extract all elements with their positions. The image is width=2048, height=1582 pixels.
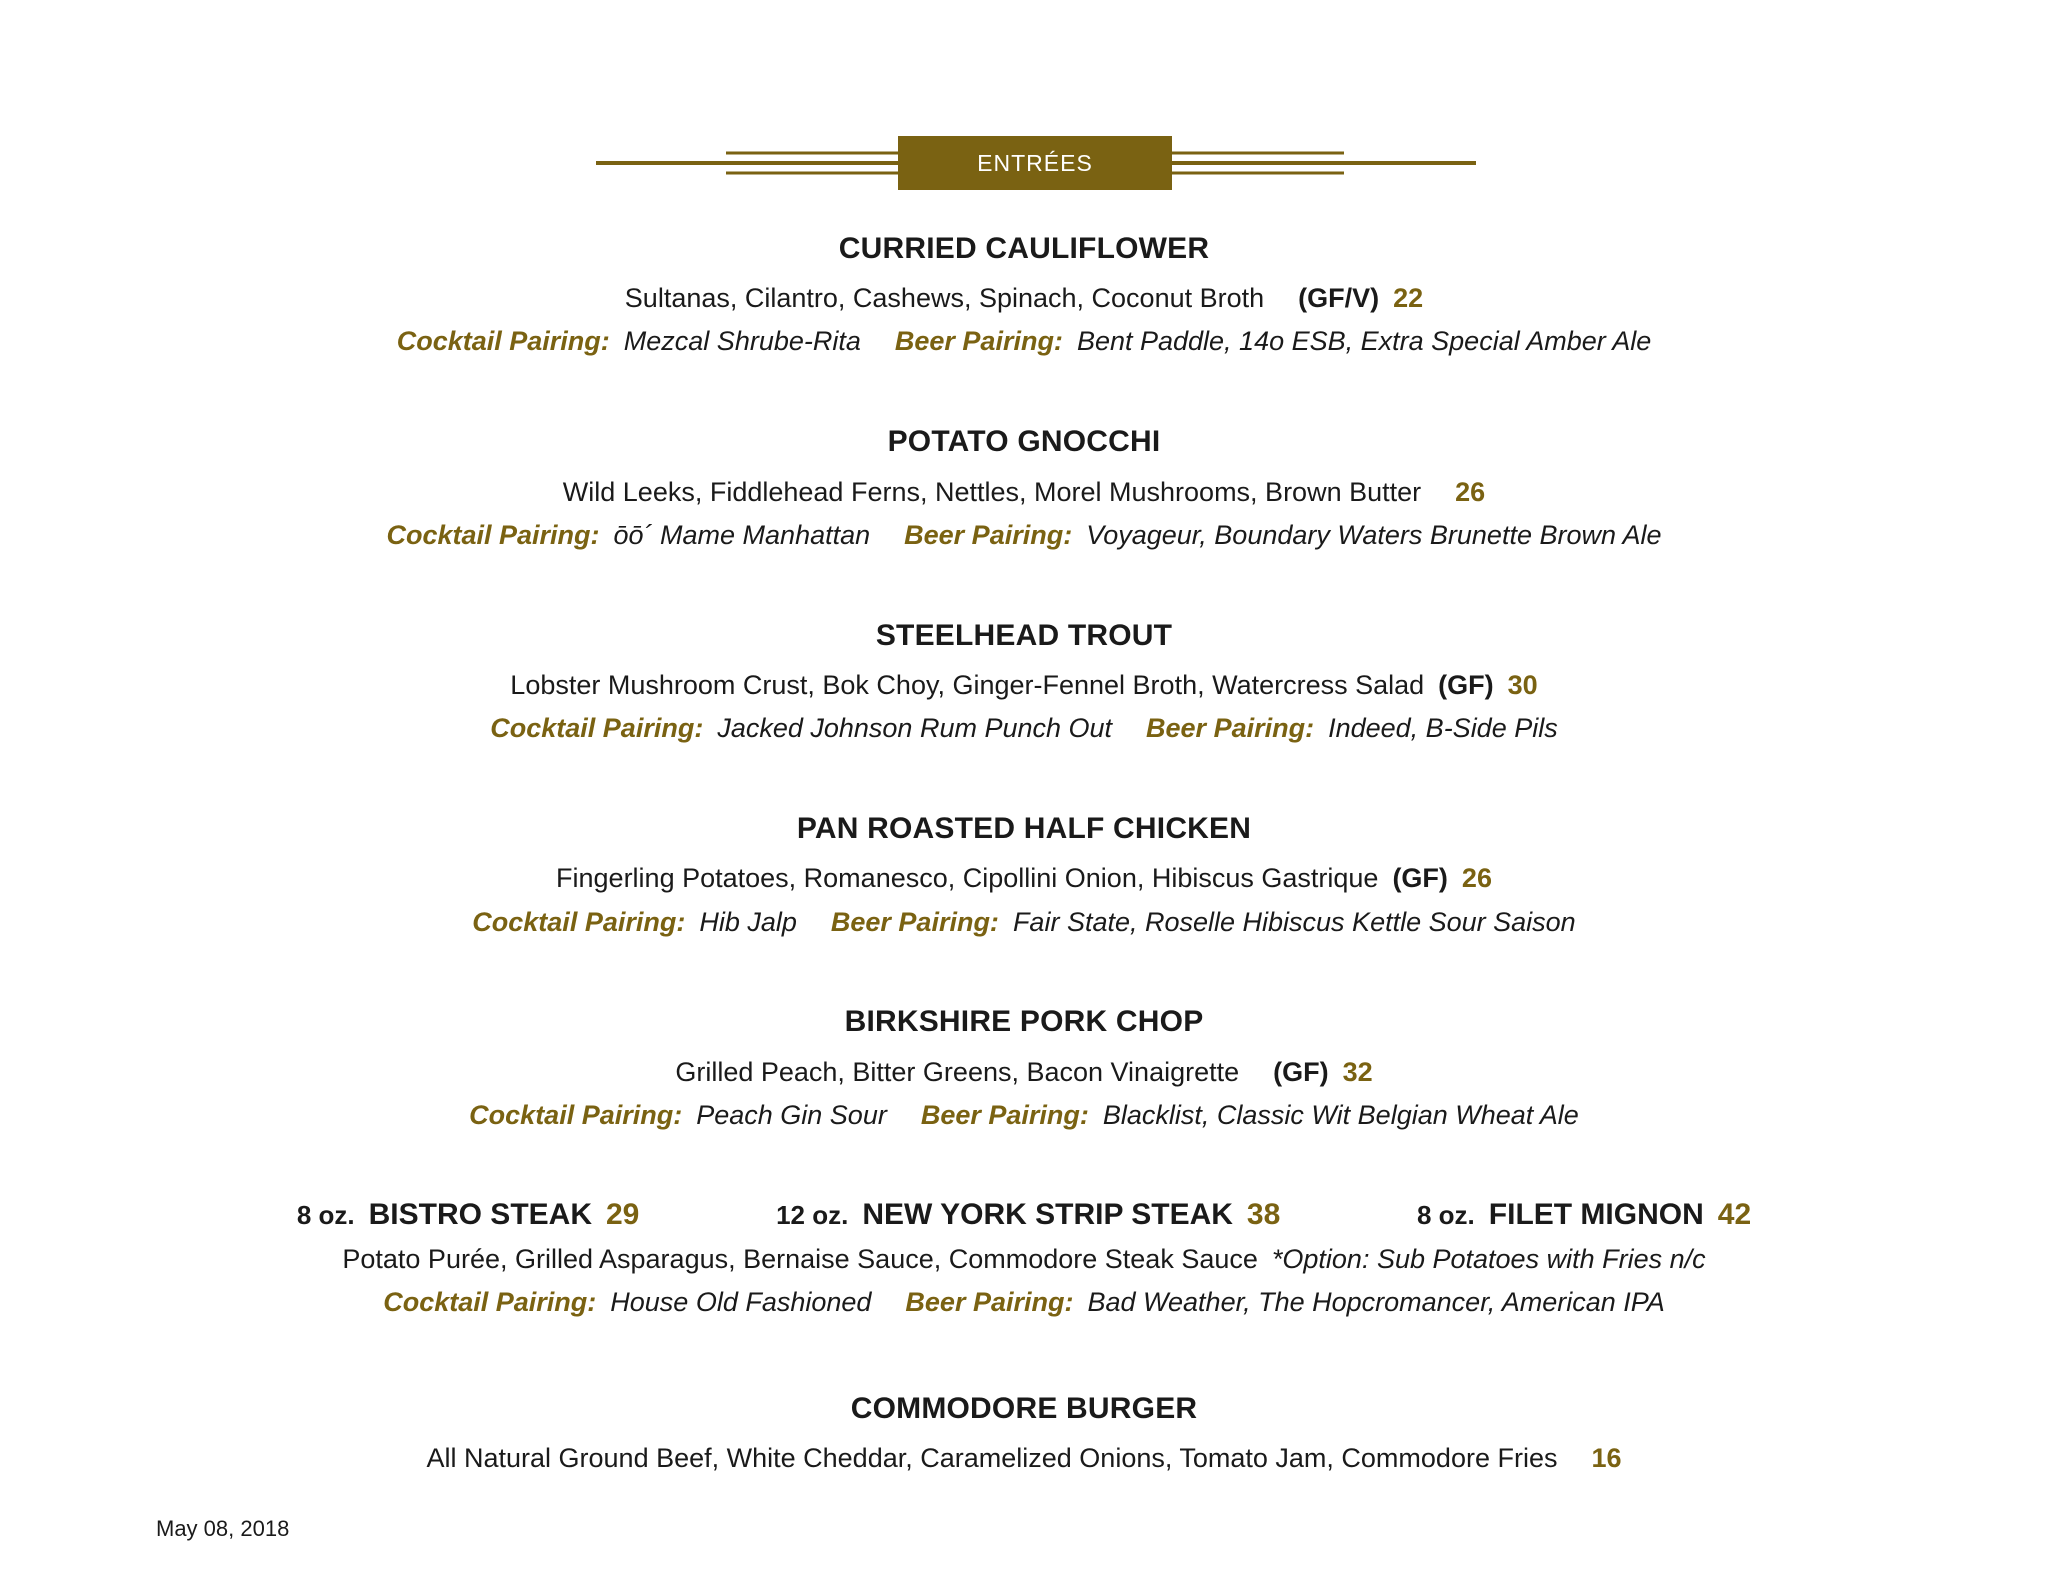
beer-pairing: Indeed, B-Side Pils xyxy=(1328,713,1558,743)
item-description: All Natural Ground Beef, White Cheddar, Caramelized Onions, Tomato Jam, Commodore Fries xyxy=(426,1443,1558,1473)
dietary-tag: (GF) xyxy=(1392,863,1448,893)
item-title: BIRKSHIRE PORK CHOP xyxy=(844,1005,1204,1038)
steak-name: FILET MIGNON xyxy=(1488,1198,1704,1231)
beer-pairing: Fair State, Roselle Hibiscus Kettle Sour Saison xyxy=(1012,907,1576,937)
steak-size: 12 oz. xyxy=(776,1200,849,1230)
cocktail-pairing: House Old Fashioned xyxy=(610,1287,872,1317)
pairing-line xyxy=(0,713,2048,744)
steak-price: 38 xyxy=(1246,1198,1281,1231)
item-price: 26 xyxy=(1461,863,1492,893)
cocktail-pairing-label: Cocktail Pairing: xyxy=(490,713,704,743)
beer-pairing-label: Beer Pairing: xyxy=(1146,713,1315,743)
beer-pairing: Voyageur, Boundary Waters Brunette Brown Ale xyxy=(1086,520,1662,550)
beer-pairing-label: Beer Pairing: xyxy=(904,520,1073,550)
beer-pairing-label: Beer Pairing: xyxy=(894,326,1063,356)
cocktail-pairing-label: Cocktail Pairing: xyxy=(469,1100,683,1130)
item-title: STEELHEAD TROUT xyxy=(875,619,1173,652)
cocktail-pairing-label: Cocktail Pairing: xyxy=(386,520,600,550)
section-banner xyxy=(0,136,2048,190)
beer-pairing: Bad Weather, The Hopcromancer, American IPA xyxy=(1087,1287,1665,1317)
beer-pairing-label: Beer Pairing: xyxy=(830,907,999,937)
item-description: Wild Leeks, Fiddlehead Ferns, Nettles, Morel Mushrooms, Brown Butter xyxy=(562,477,1422,507)
item-description-line xyxy=(0,670,2048,701)
steak-name: BISTRO STEAK xyxy=(368,1198,592,1231)
steak-price: 29 xyxy=(606,1198,640,1231)
dietary-tag: (GF/V) xyxy=(1298,283,1380,313)
steak-size: 8 oz. xyxy=(1416,1200,1475,1230)
pairing-line xyxy=(0,520,2048,551)
beer-pairing: Bent Paddle, 14o ESB, Extra Special Amber Ale xyxy=(1076,326,1652,356)
steak-name: NEW YORK STRIP STEAK xyxy=(862,1198,1233,1231)
cocktail-pairing: Peach Gin Sour xyxy=(696,1100,887,1130)
item-description: Lobster Mushroom Crust, Bok Choy, Ginger-Fennel Broth, Watercress Salad xyxy=(510,670,1425,700)
beer-pairing-label: Beer Pairing: xyxy=(920,1100,1089,1130)
item-description-line xyxy=(0,477,2048,508)
item-title: COMMODORE BURGER xyxy=(850,1392,1198,1425)
item-title: POTATO GNOCCHI xyxy=(887,425,1161,458)
item-description: Grilled Peach, Bitter Greens, Bacon Vinaigrette xyxy=(675,1057,1240,1087)
cocktail-pairing: Mezcal Shrube-Rita xyxy=(623,326,861,356)
cocktail-pairing-label: Cocktail Pairing: xyxy=(472,907,686,937)
steak-price: 42 xyxy=(1717,1198,1752,1231)
item-price: 26 xyxy=(1455,477,1486,507)
steak-size: 8 oz. xyxy=(296,1200,355,1230)
section-title: ENTRÉES xyxy=(977,150,1093,176)
pairing-line xyxy=(0,326,2048,357)
beer-pairing-label: Beer Pairing: xyxy=(905,1287,1074,1317)
item-description: Potato Purée, Grilled Asparagus, Bernaise Sauce, Commodore Steak Sauce xyxy=(342,1244,1258,1274)
item-description-line xyxy=(0,1443,2048,1474)
item-price: 22 xyxy=(1393,283,1424,313)
item-description-line xyxy=(0,1057,2048,1088)
item-price: 32 xyxy=(1342,1057,1373,1087)
cocktail-pairing-label: Cocktail Pairing: xyxy=(383,1287,597,1317)
option-note: *Option: Sub Potatoes with Fries n/c xyxy=(1271,1244,1706,1274)
footer-date: May 08, 2018 xyxy=(156,1516,290,1541)
dietary-tag: (GF) xyxy=(1273,1057,1329,1087)
pairing-line xyxy=(0,907,2048,938)
cocktail-pairing: ōō´ Mame Manhattan xyxy=(613,520,871,550)
pairing-line xyxy=(0,1287,2048,1318)
item-title: CURRIED CAULIFLOWER xyxy=(838,232,1210,265)
steak-options-row xyxy=(0,1198,2048,1232)
cocktail-pairing: Hib Jalp xyxy=(699,907,797,937)
pairing-line xyxy=(0,1100,2048,1131)
beer-pairing: Blacklist, Classic Wit Belgian Wheat Ale xyxy=(1102,1100,1579,1130)
item-price: 30 xyxy=(1507,670,1538,700)
item-description: Fingerling Potatoes, Romanesco, Cipollini Onion, Hibiscus Gastrique xyxy=(556,863,1379,893)
item-description-line xyxy=(0,863,2048,894)
item-description-line xyxy=(0,1244,2048,1275)
item-title: PAN ROASTED HALF CHICKEN xyxy=(796,812,1252,845)
item-description-line xyxy=(0,283,2048,314)
cocktail-pairing-label: Cocktail Pairing: xyxy=(396,326,610,356)
cocktail-pairing: Jacked Johnson Rum Punch Out xyxy=(717,713,1113,743)
dietary-tag: (GF) xyxy=(1438,670,1494,700)
item-description: Sultanas, Cilantro, Cashews, Spinach, Coconut Broth xyxy=(624,283,1265,313)
item-price: 16 xyxy=(1591,1443,1622,1473)
